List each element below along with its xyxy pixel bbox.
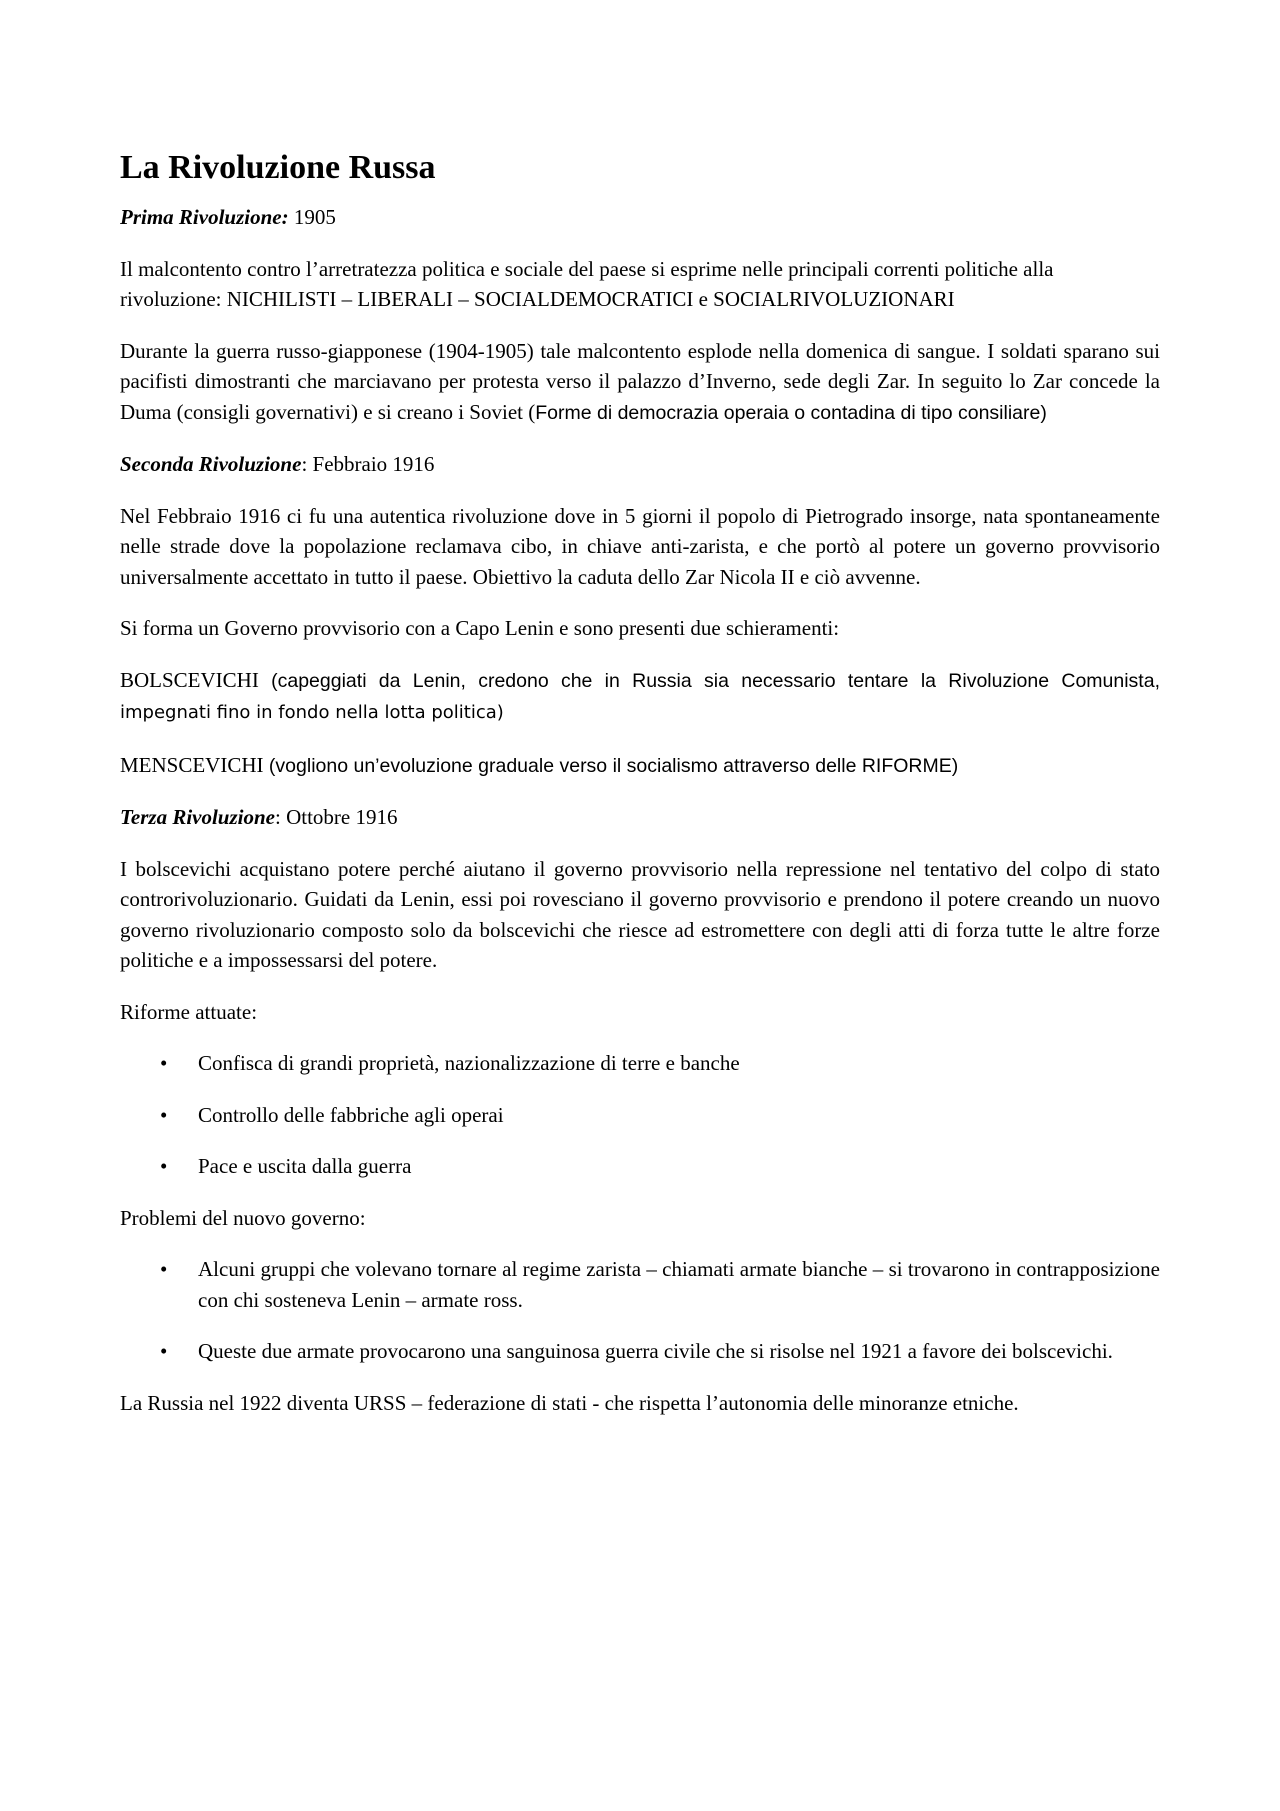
section-heading-seconda (120, 449, 1160, 480)
paragraph-text: Durante la guerra russo-giapponese (1904-1905) tale malcontento esplode nella domenica di sangue. I soldati sparano sui pacifisti dimostranti che marciavano per protesta verso il palazzo d’Inverno, sede degli Zar. In seguito lo Zar concede la Duma (consigli governativi) e si creano i Soviet ( (120, 338, 1160, 424)
paragraph-febbraio: Nel Febbraio 1916 ci fu una autentica rivoluzione dove in 5 giorni il popolo di Pietrogrado insorge, nata spontaneamente nelle strade dove la popolazione reclamava cibo, in chiave anti-zarista, e che portò al potere un governo provvisorio universalmente accettato in tutto il paese. Obiettivo la caduta dello Zar Nicola II e ciò avvenne. (120, 503, 1160, 589)
section-heading-prima (120, 202, 1160, 233)
paragraph-malcontento: Il malcontento contro l’arretratezza politica e sociale del paese si esprime nelle principali correnti politiche alla rivoluzione: NICHILISTI – LIBERALI – SOCIALDEMOCRATICI e SOCIALRIVOLUZIONARI (120, 256, 1054, 311)
document-title: La Rivoluzione Russa (120, 149, 436, 186)
bullet-icon: • (160, 1154, 168, 1178)
bullet-icon: • (160, 1257, 168, 1281)
bullet-icon: • (160, 1051, 168, 1075)
list-item (120, 1100, 1160, 1131)
riforme-list (120, 1048, 1160, 1182)
section-date: : Febbraio 1916 (301, 452, 435, 476)
paragraph-governo-provvisorio: Si forma un Governo provvisorio con a Capo Lenin e sono presenti due schieramenti: (120, 616, 840, 640)
section-heading-terza (120, 802, 1160, 833)
bullet-icon: • (160, 1102, 168, 1127)
problemi-list (120, 1254, 1160, 1367)
list-item-text: Controllo delle fabbriche agli operai (198, 1102, 504, 1127)
paragraph-menscevichi (120, 750, 1160, 782)
list-item (120, 1254, 1160, 1315)
paragraph-bolscevichi (120, 665, 1160, 729)
paragraph-text-sans: Forme di democrazia operaia o contadina di tipo consiliare) (535, 401, 1047, 424)
faction-name: MENSCEVICHI (120, 752, 264, 777)
faction-description: (capeggiati da Lenin, credono che in Russia sia necessario tentare la Rivoluzione Comunista, (258, 669, 1160, 692)
section-date: 1905 (288, 205, 336, 229)
riforme-intro: Riforme attuate: (120, 999, 258, 1024)
paragraph-ottobre: I bolscevichi acquistano potere perché aiutano il governo provvisorio nella repressione nel tentativo del colpo di stato controrivoluzionario. Guidati da Lenin, essi poi rovesciano il governo provvisorio e prendono il potere creando un nuovo governo rivoluzionario composto solo da bolscevichi che riesce ad estromettere con degli atti di forza tutte le altre forze politiche e a impossessarsi del potere. (120, 856, 1160, 972)
paragraph-conclusione: La Russia nel 1922 diventa URSS – federazione di stati - che rispetta l’autonomia delle minoranze etniche. (120, 1390, 1019, 1415)
faction-description: (vogliono un’evoluzione graduale verso il socialismo attraverso delle RIFORME) (263, 754, 959, 777)
list-item (120, 1048, 1160, 1079)
bullet-icon: • (160, 1339, 168, 1363)
section-label: Seconda Rivoluzione (120, 452, 302, 476)
list-item-text: Alcuni gruppi che volevano tornare al regime zarista – chiamati armate bianche – si trovarono in contrapposizione con chi sosteneva Lenin – armate ross. (198, 1257, 1160, 1312)
list-item-text: Queste due armate provocarono una sanguinosa guerra civile che si risolse nel 1921 a favore dei bolscevichi. (198, 1339, 1113, 1363)
list-item (120, 1151, 1160, 1182)
section-label: Prima Rivoluzione: (120, 205, 289, 229)
document-body (120, 148, 1160, 1439)
paragraph-guerra-russo-giapponese (120, 336, 1160, 429)
section-date: : Ottobre 1916 (275, 805, 398, 829)
list-item (120, 1336, 1160, 1367)
list-item-text: Pace e uscita dalla guerra (198, 1154, 412, 1178)
section-label: Terza Rivoluzione (120, 805, 275, 829)
faction-description-tail: impegnati fino in fondo nella lotta politica) (120, 702, 504, 723)
problemi-intro: Problemi del nuovo governo: (120, 1205, 366, 1230)
list-item-text: Confisca di grandi proprietà, nazionalizzazione di terre e banche (198, 1051, 740, 1075)
faction-name: BOLSCEVICHI (120, 667, 259, 692)
